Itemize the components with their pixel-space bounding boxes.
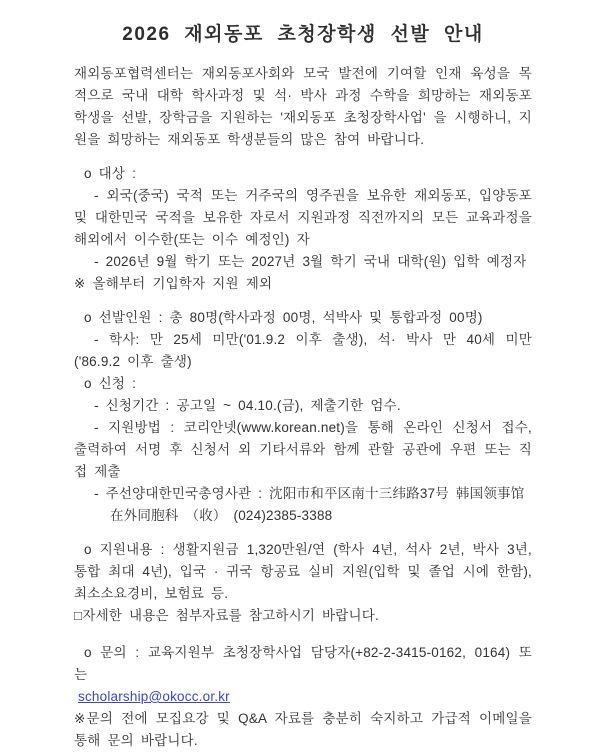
support-note-attachment: □자세한 내용은 첨부자료를 참고하시기 바랍니다. [74, 608, 379, 623]
application-consulate-address-line2: 在外同胞科 （收） (024)2385-3388 [110, 508, 333, 523]
target-item-eligibility: - 외국(중국) 국적 또는 거주국의 영주권을 보유한 재외동포, 입양동포 및 대한민국 국적을 보유한 자로서 지원과정 직전까지의 모든 교육과정을 해외에서 이수한(또는 이수 예정인) 자 [74, 188, 532, 247]
selection-item-age-limit: - 학사: 만 25세 미만('01.9.2 이후 출생), 석· 박사 만 40세 미만('86.9.2 이후 출생) [74, 332, 532, 369]
selection-section-heading: o 선발인원 : 총 80명(학사과정 00명, 석박사 및 통합과정 00명) [84, 310, 483, 325]
target-section-heading: o 대상 : [84, 166, 137, 181]
intro-paragraph: 재외동포협력센터는 재외동포사회와 모국 발전에 기여할 인재 육성을 목적으로 국내 대학 학사과정 및 석· 박사 과정 수학을 희망하는 재외동포 학생을 선발, 장학금을 지원하는 '재외동포 초청장학사업' 을 시행하니, 지원을 희망하는 재외동포 학생분들의 많은 참여 바랍니다. [74, 66, 532, 147]
contact-section-heading: o 문의 : 교육지원부 초청장학사업 담당자(+82-2-3415-0162, 0164) 또는 [74, 645, 532, 682]
contact-email-link[interactable]: scholarship@okocc.or.kr [78, 689, 230, 704]
contact-email-line [74, 686, 532, 708]
application-item-method: - 지원방법 : 코리안넷(www.korean.net)을 통해 온라인 신청서 접수, 출력하여 서명 후 신청서 외 기타서류와 함께 관할 공관에 우편 또는 직접 제출 [74, 420, 532, 479]
contact-note-email-preferred: ※문의 전에 모집요강 및 Q&A 자료를 충분히 숙지하고 가급적 이메일을 통해 문의 바랍니다. [74, 711, 532, 748]
target-item-semester: - 2026년 9월 학기 또는 2027년 3월 학기 국내 대학(원) 입학 예정자 [94, 254, 527, 269]
document-title: 2026 재외동포 초청장학생 선발 안내 [122, 24, 484, 45]
application-section-heading: o 신청 : [84, 376, 137, 391]
target-note-exclusion: ※ 올해부터 기입학자 지원 제외 [74, 276, 273, 291]
support-section-heading: o 지원내용 : 생활지원금 1,320만원/연 (학사 4년, 석사 2년, 박사 3년, 통합 최대 4년), 입국 · 귀국 항공료 실비 지원(입학 및 졸업 시에 한함), 최소소요경비, 보험료 등. [74, 542, 532, 601]
application-item-consulate: - 주선양대한민국총영사관 : 沈阳市和平区南十三纬路37号 韩国领事馆 [94, 486, 525, 501]
application-item-period: - 신청기간 : 공고일 ~ 04.10.(금), 제출기한 엄수. [94, 398, 401, 413]
